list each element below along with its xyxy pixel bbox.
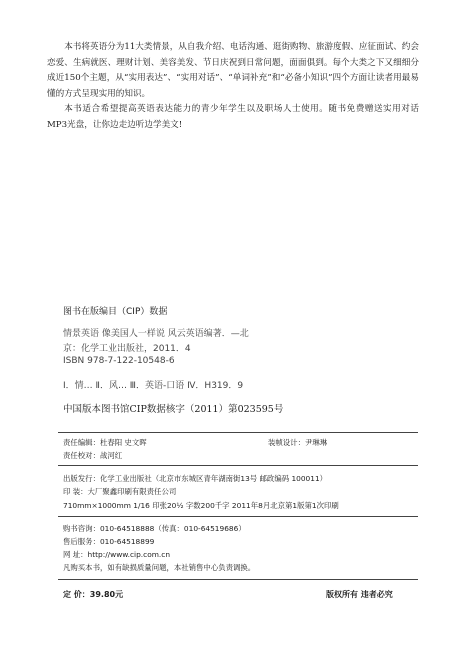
cover-designer bbox=[268, 437, 327, 448]
publisher-label: 出版发行： bbox=[63, 474, 100, 483]
web-label: 网 址： bbox=[63, 550, 88, 559]
printer-label: 印 装： bbox=[63, 487, 88, 496]
design-label: 装帧设计： bbox=[268, 438, 305, 447]
cip-heading: 图书在版编目（CIP）数据 bbox=[63, 307, 168, 317]
consult-label: 购书咨询： bbox=[63, 524, 100, 533]
design-value: 尹琳琳 bbox=[304, 438, 328, 447]
editor-label: 责任编辑： bbox=[63, 438, 100, 447]
printer-value: 大厂聚鑫印刷有限责任公司 bbox=[87, 487, 177, 496]
cip-line-classification: Ⅰ．情… Ⅱ．风… Ⅲ．英语-口语 Ⅳ．H319．9 bbox=[63, 381, 244, 391]
web-value: http://www.cip.com.cn bbox=[87, 550, 171, 559]
book-specification: 710mm×1000mm 1/16 印张20½ 字数200千字 2011年8月北京第1版第1次印刷 bbox=[63, 501, 339, 510]
consult-value: 010-64518888（传真：010-64519686） bbox=[99, 524, 246, 533]
cip-record-number: 中国版本图书馆CIP数据核字（2011）第023595号 bbox=[63, 404, 284, 415]
proof-label: 责任校对： bbox=[63, 451, 100, 460]
price-value: 39.80元 bbox=[89, 590, 124, 599]
publisher-value: 化学工业出版社（北京市东城区青年湖南街13号 邮政编码 100011） bbox=[99, 474, 328, 483]
cip-line-isbn: ISBN 978-7-122-10548-6 bbox=[63, 356, 175, 366]
intro-paragraph-2: 本书适合希望提高英语表达能力的青少年学生以及职场人士使用。随书免费赠送实用对话MP3光盘，让你边走边听边学美文! bbox=[47, 104, 419, 130]
printer-line bbox=[63, 486, 176, 497]
cip-line-publisher: 京：化学工业出版社，2011．4 bbox=[63, 344, 191, 354]
service-value: 010-64518899 bbox=[99, 537, 155, 546]
publisher-line bbox=[63, 473, 327, 484]
divider-bottom bbox=[58, 579, 418, 580]
price-line bbox=[63, 589, 123, 600]
after-sales-line bbox=[63, 536, 154, 547]
responsible-editor bbox=[63, 437, 147, 448]
proofreader bbox=[63, 450, 122, 461]
service-label: 售后服务： bbox=[63, 537, 100, 546]
website-line bbox=[63, 549, 170, 560]
divider-middle bbox=[58, 465, 418, 466]
intro-paragraph-1: 本书将英语分为11大类情景，从自我介绍、电话沟通、逛街购物、旅游度假、应征面试、约会恋爱、生病就医、理财计划、美容美发、节日庆祝到日常问题，面面俱到。每个大类之下又细细分成近150个主题，从“实用表达”、“实用对话”、“单词补充”和“必备小知识”四个方面让读者用最易懂的方式呈现实用的知识。 bbox=[47, 42, 419, 99]
proof-value: 战河红 bbox=[99, 451, 123, 460]
cip-line-title: 情景英语 像美国人一样说 风云英语编著．—北 bbox=[63, 329, 249, 339]
divider-top bbox=[58, 432, 418, 433]
intro-text bbox=[47, 40, 419, 133]
quality-notice: 凡购买本书，如有缺损质量问题，本社销售中心负责调换。 bbox=[63, 563, 256, 572]
consult-line bbox=[63, 523, 246, 534]
divider-lower bbox=[58, 516, 418, 517]
price-label: 定 价： bbox=[63, 590, 90, 599]
copyright-notice: 版权所有 违者必究 bbox=[326, 590, 393, 599]
editor-value: 杜春阳 史文晖 bbox=[99, 438, 147, 447]
